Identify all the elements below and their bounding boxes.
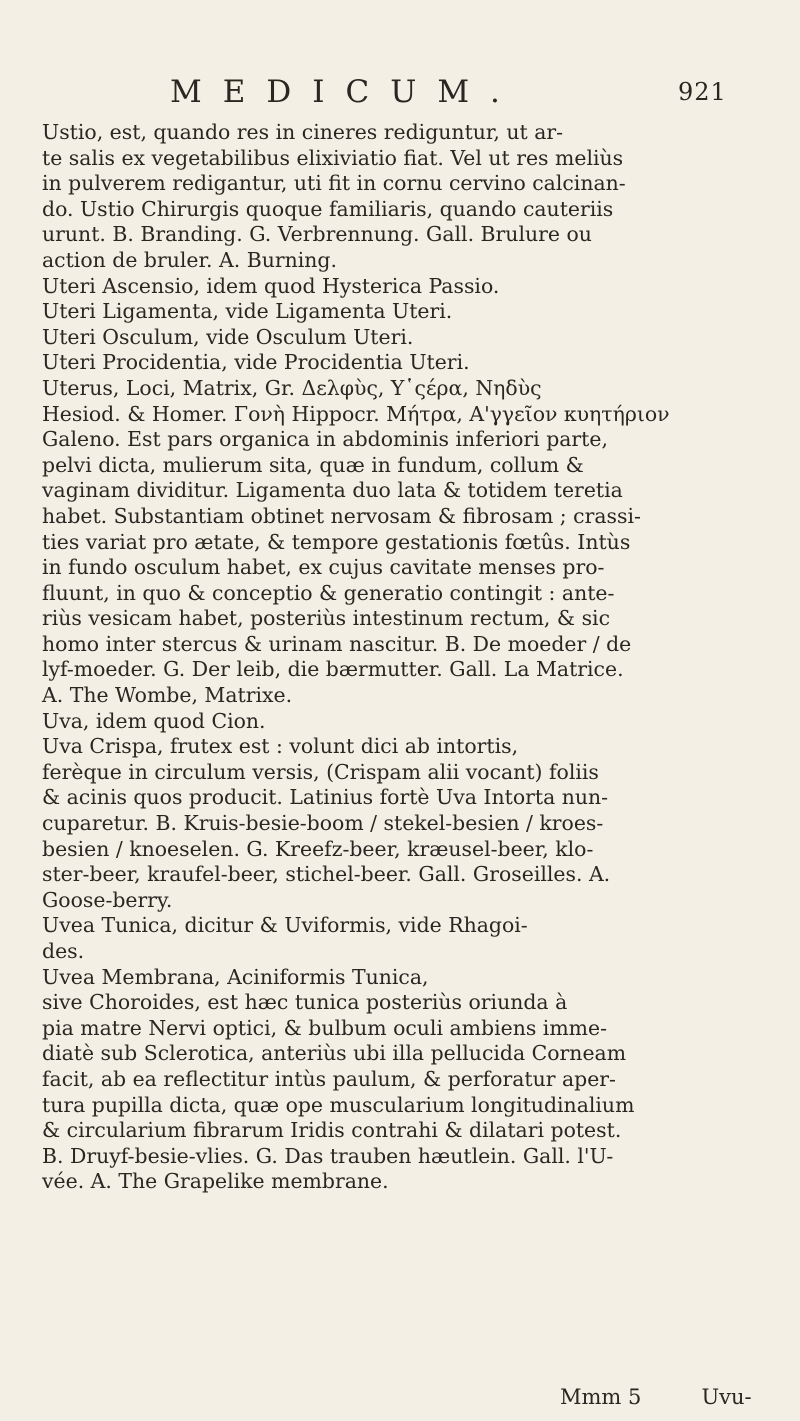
text-line: A. The Wombe, Matrixe.	[42, 683, 293, 708]
text-line: te salis ex vegetabilibus elixiviatio fiat. Vel ut res meliùs	[42, 145, 624, 170]
text-line: Uvea Membrana, Aciniformis Tunica,	[42, 964, 429, 989]
catchword: Uvu-	[701, 1385, 752, 1409]
text-line: homo inter stercus & urinam nascitur. B. De moeder / de	[42, 631, 632, 656]
text-line: Goose-berry.	[42, 887, 173, 912]
text-line: & acinis quos producit. Latinius fortè Uva Intorta nun-	[42, 785, 609, 810]
signature-mark	[560, 1385, 752, 1409]
text-line: Uva Crispa, frutex est : volunt dici ab intortis,	[42, 734, 519, 759]
text-line: Uteri Ligamenta, vide Ligamenta Uteri.	[42, 299, 453, 324]
text-line: tura pupilla dicta, quæ ope muscularium longitudinalium	[42, 1092, 635, 1117]
text-line: Uteri Ascensio, idem quod Hysterica Passio.	[42, 273, 500, 298]
dictionary-text	[42, 120, 757, 1195]
text-line: action de bruler. A. Burning.	[42, 247, 337, 272]
text-line: facit, ab ea reflectitur intùs paulum, & perforatur aper-	[42, 1066, 616, 1091]
text-line: habet. Substantiam obtinet nervosam & fibrosam ; crassi-	[42, 503, 641, 528]
text-line: vaginam dividitur. Ligamenta duo lata & totidem teretia	[42, 478, 623, 503]
text-line: lyf-moeder. G. Der leib, die bærmutter. Gall. La Matrice.	[42, 657, 624, 682]
text-line: Uvea Tunica, dicitur & Uviformis, vide Rhagoi-	[42, 913, 528, 938]
text-line: des.	[42, 939, 85, 963]
text-line: Uteri Procidentia, vide Procidentia Uteri.	[42, 350, 470, 375]
text-line: in fundo osculum habet, ex cujus cavitate menses pro-	[42, 555, 605, 580]
page-header	[0, 74, 800, 114]
text-line: ties variat pro ætate, & tempore gestationis fœtûs. Intùs	[42, 529, 631, 554]
text-line: & circularium fibrarum Iridis contrahi & dilatari potest.	[42, 1118, 622, 1143]
text-line: pia matre Nervi optici, & bulbum oculi ambiens imme-	[42, 1015, 608, 1040]
text-line: urunt. B. Branding. G. Verbrennung. Gall. Brulure ou	[42, 222, 592, 247]
running-head: MEDICUM.	[170, 74, 521, 110]
text-line: riùs vesicam habet, posteriùs intestinum rectum, & sic	[42, 606, 611, 631]
page-number: 921	[678, 78, 727, 106]
text-line: ster-beer, kraufel-beer, stichel-beer. Gall. Groseilles. A.	[42, 862, 611, 887]
text-line: besien / knoeselen. G. Kreefz-beer, kræusel-beer, klo-	[42, 836, 594, 861]
text-line: pelvi dicta, mulierum sita, quæ in fundum, collum &	[42, 452, 584, 477]
text-line: Hesiod. & Homer. Γονὴ Hippocr. Μήτρα, Α'γγεῖον κυητήριον	[42, 401, 670, 426]
text-line: Ustio, est, quando res in cineres rediguntur, ut ar-	[42, 120, 564, 144]
text-line: do. Ustio Chirurgis quoque familiaris, quando cauteriis	[42, 196, 614, 221]
text-line: Uteri Osculum, vide Osculum Uteri.	[42, 324, 414, 349]
text-line: Uva, idem quod Cion.	[42, 708, 266, 733]
text-line: Galeno. Est pars organica in abdominis inferiori parte,	[42, 427, 608, 452]
text-line: fluunt, in quo & conceptio & generatio contingit : ante-	[42, 580, 615, 605]
signature: Mmm 5	[560, 1385, 642, 1409]
text-line: ferèque in circulum versis, (Crispam alii vocant) foliis	[42, 759, 599, 784]
text-line: vée. A. The Grapelike membrane.	[42, 1169, 389, 1194]
text-line: diatè sub Sclerotica, anteriùs ubi illa pellucida Corneam	[42, 1041, 627, 1066]
text-line: sive Choroides, est hæc tunica posteriùs oriunda à	[42, 990, 568, 1015]
text-line: cuparetur. B. Kruis-besie-boom / stekel-besien / kroes-	[42, 811, 604, 836]
text-line: in pulverem redigantur, uti fit in cornu cervino calcinan-	[42, 171, 626, 196]
text-line: Uterus, Loci, Matrix, Gr. Δελφὺς, Υ῾ςέρα, Νηδὺς	[42, 375, 542, 400]
text-line: B. Druyf-besie-vlies. G. Das trauben hæutlein. Gall. l'U-	[42, 1143, 614, 1168]
